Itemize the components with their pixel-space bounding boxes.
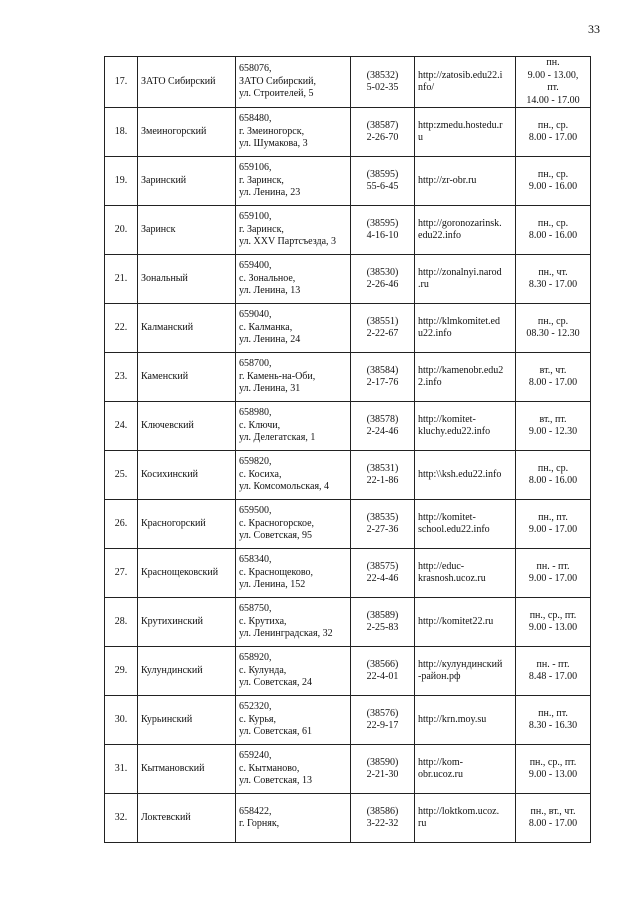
address-line: 659240, [239, 750, 272, 762]
phone-line: (38530) [366, 266, 399, 278]
table-row [105, 745, 591, 794]
office-hours-line: 8.00 - 17.00 [528, 818, 578, 829]
row-number: 19. [105, 157, 138, 206]
phone-line: 2-24-46 [366, 426, 399, 437]
office-hours-line: 8.00 - 16.00 [528, 475, 578, 486]
row-number: 29. [105, 647, 138, 696]
website [415, 157, 516, 206]
address-line: 658920, [239, 652, 272, 664]
district-name: Зональный [138, 255, 236, 304]
table-row [105, 206, 591, 255]
address-line: 652320, [239, 701, 272, 713]
row-number: 23. [105, 353, 138, 402]
website-line: krasnosh.ucoz.ru [418, 573, 486, 584]
phone-line: (38566) [366, 658, 399, 670]
page-number: 33 [588, 22, 600, 36]
table-row [105, 57, 591, 108]
website-line: school.edu22.info [418, 524, 490, 535]
office-hours-line: 14.00 - 17.00 [526, 94, 580, 106]
address [236, 304, 351, 353]
website-line: kluchy.edu22.info [418, 426, 491, 437]
phone-line: (38589) [366, 609, 399, 621]
phone [351, 549, 415, 598]
address-line: ул. XXV Партсъезда, 3 [239, 236, 337, 248]
table-row [105, 157, 591, 206]
office-hours [516, 304, 591, 353]
phone-line: (38586) [366, 805, 399, 817]
phone-line: (38576) [366, 707, 399, 719]
website-line: http://krn.moy.su [418, 713, 487, 725]
phone-line: 2-25-83 [366, 622, 399, 633]
website-line: .ru [418, 279, 429, 290]
phone-line: (38575) [366, 560, 399, 572]
address-line: ЗАТО Сибирский, [239, 75, 317, 87]
office-hours-line: пн., пт. [538, 707, 568, 719]
address-line: 659100, [239, 211, 272, 223]
phone-line: 55-6-45 [366, 181, 399, 192]
website-line: nfo/ [418, 82, 435, 93]
address [236, 57, 351, 108]
address [236, 402, 351, 451]
office-hours-line: пн., пт. [538, 511, 568, 523]
row-number: 27. [105, 549, 138, 598]
office-hours-line: 8.00 - 16.00 [528, 230, 578, 241]
district-name: Заринск [138, 206, 236, 255]
address [236, 353, 351, 402]
address [236, 647, 351, 696]
address-line: г. Змеиногорск, [239, 125, 305, 137]
phone-line: 22-1-86 [366, 475, 399, 486]
office-hours [516, 402, 591, 451]
table-row [105, 696, 591, 745]
address-line: ул. Советская, 13 [239, 775, 312, 787]
phone [351, 255, 415, 304]
website-line: -район.рф [418, 671, 461, 682]
row-number: 21. [105, 255, 138, 304]
phone-line: (38578) [366, 413, 399, 425]
office-hours-line: пн., чт. [538, 266, 568, 278]
office-hours [516, 57, 591, 108]
address-line: с. Кытманово, [239, 762, 300, 774]
website [415, 255, 516, 304]
website [415, 57, 516, 108]
row-number: 25. [105, 451, 138, 500]
address [236, 500, 351, 549]
row-number: 32. [105, 794, 138, 843]
website-line: http://zatosib.edu22.i [418, 69, 503, 81]
office-hours-line: пн., ср. [537, 168, 569, 180]
website-line: http:zmedu.hostedu.r [418, 119, 503, 131]
district-name: Каменский [138, 353, 236, 402]
phone [351, 108, 415, 157]
address-line: ул. Делегатская, 1 [239, 432, 316, 444]
phone-line: (38551) [366, 315, 399, 327]
address-line: 659106, [239, 162, 272, 174]
office-hours-line: пн., ср. [537, 462, 569, 474]
phone [351, 157, 415, 206]
phone-line: 2-26-46 [366, 279, 399, 290]
district-name: Кулундинский [138, 647, 236, 696]
phone-line: 2-26-70 [366, 132, 399, 143]
address-line: с. Красногорское, [239, 517, 315, 529]
address-line: 658750, [239, 603, 272, 615]
phone [351, 402, 415, 451]
office-hours-line: 8.48 - 17.00 [528, 671, 578, 682]
office-hours-line: пн., ср. [537, 315, 569, 327]
phone-line: 5-02-35 [366, 82, 399, 93]
address-line: г. Горняк, [239, 818, 280, 829]
website-line: http://komitet22.ru [418, 615, 494, 627]
phone-line: 2-22-67 [366, 328, 399, 339]
office-hours-line: пн., ср., пт. [529, 756, 577, 768]
address-line: 659400, [239, 260, 272, 272]
office-hours-line: пт. [547, 82, 559, 93]
office-hours-line: 9.00 - 17.00 [528, 524, 578, 535]
phone-line: (38584) [366, 364, 399, 376]
website-line: http://klmkomitet.ed [418, 315, 500, 327]
district-name: Крутихинский [138, 598, 236, 647]
row-number: 26. [105, 500, 138, 549]
row-number: 30. [105, 696, 138, 745]
address-line: ул. Строителей, 5 [239, 88, 314, 100]
website [415, 206, 516, 255]
office-hours-line: 8.00 - 17.00 [528, 377, 578, 388]
district-name: Кытмановский [138, 745, 236, 794]
district-name: Калманский [138, 304, 236, 353]
address [236, 157, 351, 206]
address-line: с. Кулунда, [239, 664, 287, 676]
website-line: 2.info [418, 377, 442, 388]
address [236, 451, 351, 500]
website [415, 500, 516, 549]
office-hours [516, 451, 591, 500]
office-hours-line: 08.30 - 12.30 [526, 328, 580, 339]
address-line: с. Курья, [239, 713, 277, 725]
address-line: с. Калманка, [239, 321, 293, 333]
phone [351, 647, 415, 696]
address [236, 745, 351, 794]
district-name: Красногорский [138, 500, 236, 549]
address-line: ул. Комсомольская, 4 [239, 481, 330, 493]
address-line: г. Камень-на-Оби, [239, 370, 316, 382]
phone-line: 2-17-76 [366, 377, 399, 388]
office-hours [516, 353, 591, 402]
address-line: ул. Ленина, 152 [239, 579, 306, 591]
website [415, 108, 516, 157]
phone [351, 696, 415, 745]
phone-line: 2-27-36 [366, 524, 399, 535]
phone [351, 451, 415, 500]
phone-line: 22-9-17 [366, 720, 399, 731]
office-hours-line: 9.00 - 13.00 [528, 769, 578, 780]
website [415, 647, 516, 696]
office-hours [516, 157, 591, 206]
office-hours [516, 647, 591, 696]
row-number: 18. [105, 108, 138, 157]
row-number: 17. [105, 57, 138, 108]
office-hours-line: 9.00 - 13.00, [527, 69, 579, 81]
table-row [105, 451, 591, 500]
district-name: Заринский [138, 157, 236, 206]
office-hours-line: пн. - пт. [536, 560, 570, 572]
table-row [105, 353, 591, 402]
office-hours-line: 9.00 - 12.30 [528, 426, 578, 437]
table-body [105, 57, 591, 843]
website-line: http://loktkom.ucoz. [418, 805, 500, 817]
office-hours [516, 108, 591, 157]
address-line: г. Заринск, [239, 174, 284, 186]
address-line: 658980, [239, 407, 272, 419]
phone-line: (38590) [366, 756, 399, 768]
website-line: http://zonalnyi.narod [418, 266, 502, 278]
address-line: с. Крутиха, [239, 615, 287, 627]
address [236, 206, 351, 255]
district-name: Змеиногорский [138, 108, 236, 157]
row-number: 22. [105, 304, 138, 353]
phone-line: 4-16-10 [366, 230, 399, 241]
address-line: 658340, [239, 554, 272, 566]
office-hours-line: пн. - пт. [536, 658, 570, 670]
website-line: http:\\ksh.edu22.info [418, 468, 502, 480]
website-line: http://komitet- [418, 413, 476, 425]
office-hours-line: пн. [546, 57, 560, 68]
website-line: http://goronozarinsk. [418, 217, 502, 229]
phone [351, 206, 415, 255]
office-hours-line: 9.00 - 17.00 [528, 573, 578, 584]
phone [351, 57, 415, 108]
address [236, 696, 351, 745]
website-line: http://zr-obr.ru [418, 174, 477, 186]
district-name: Курьинский [138, 696, 236, 745]
district-name: Ключевский [138, 402, 236, 451]
address-line: с. Косиха, [239, 468, 282, 480]
row-number: 20. [105, 206, 138, 255]
office-hours [516, 549, 591, 598]
website [415, 353, 516, 402]
address-line: ул. Ленина, 31 [239, 383, 301, 395]
phone [351, 353, 415, 402]
table-row [105, 255, 591, 304]
office-hours [516, 500, 591, 549]
row-number: 24. [105, 402, 138, 451]
website-line: http://educ- [418, 560, 465, 572]
phone-line: 22-4-46 [366, 573, 399, 584]
website [415, 745, 516, 794]
district-name: Локтевский [138, 794, 236, 843]
address-line: ул. Советская, 61 [239, 726, 312, 738]
row-number: 28. [105, 598, 138, 647]
phone [351, 794, 415, 843]
address [236, 549, 351, 598]
district-name: ЗАТО Сибирский [138, 57, 236, 108]
website [415, 451, 516, 500]
table-row [105, 647, 591, 696]
education-departments-table [104, 56, 591, 843]
phone [351, 745, 415, 794]
address-line: 658700, [239, 358, 272, 370]
address-line: 659500, [239, 505, 272, 517]
office-hours [516, 206, 591, 255]
office-hours [516, 794, 591, 843]
website [415, 794, 516, 843]
website [415, 402, 516, 451]
row-number: 31. [105, 745, 138, 794]
website-line: obr.ucoz.ru [418, 769, 463, 780]
table-row [105, 549, 591, 598]
address [236, 598, 351, 647]
phone [351, 598, 415, 647]
office-hours [516, 255, 591, 304]
website-line: ru [418, 818, 427, 829]
website [415, 598, 516, 647]
office-hours [516, 745, 591, 794]
address [236, 108, 351, 157]
website-line: http://komitet- [418, 511, 476, 523]
website-line: http://kamenobr.edu2 [418, 364, 504, 376]
address-line: с. Ключи, [239, 419, 281, 431]
address-line: с. Зональное, [239, 272, 296, 284]
address-line: г. Заринск, [239, 223, 284, 235]
office-hours-line: 8.00 - 17.00 [528, 132, 578, 143]
address-line: 659040, [239, 309, 272, 321]
website-line: http://кулундинский [418, 658, 503, 670]
office-hours-line: пн., ср. [537, 119, 569, 131]
address [236, 794, 351, 843]
office-hours [516, 598, 591, 647]
address [236, 255, 351, 304]
phone-line: (38587) [366, 119, 399, 131]
office-hours [516, 696, 591, 745]
phone-line: (38531) [366, 462, 399, 474]
table-row [105, 402, 591, 451]
address-line: ул. Ленина, 24 [239, 334, 301, 346]
address-line: 658480, [239, 113, 272, 125]
table-row [105, 304, 591, 353]
office-hours-line: вт., чт. [539, 364, 567, 376]
phone [351, 304, 415, 353]
phone [351, 500, 415, 549]
office-hours-line: 9.00 - 13.00 [528, 622, 578, 633]
address-line: ул. Ленинградская, 32 [239, 628, 333, 640]
address-line: 658422, [239, 805, 272, 817]
office-hours-line: 8.30 - 16.30 [528, 720, 578, 731]
district-name: Косихинский [138, 451, 236, 500]
table-row [105, 794, 591, 843]
phone-line: (38532) [366, 69, 399, 81]
table-row [105, 500, 591, 549]
address-line: ул. Советская, 95 [239, 530, 312, 542]
table-row [105, 108, 591, 157]
phone-line: 22-4-01 [366, 671, 399, 682]
office-hours-line: пн., ср., пт. [529, 609, 577, 621]
address-line: 659820, [239, 456, 272, 468]
phone-line: (38535) [366, 511, 399, 523]
phone-line: (38595) [366, 217, 399, 229]
district-name: Краснощековский [138, 549, 236, 598]
website-line: edu22.info [418, 230, 462, 241]
phone-line: 3-22-32 [366, 818, 399, 829]
phone-line: 2-21-30 [366, 769, 399, 780]
address-line: 658076, [239, 63, 272, 75]
website [415, 696, 516, 745]
website [415, 304, 516, 353]
office-hours-line: 8.30 - 17.00 [528, 279, 578, 290]
address-line: ул. Ленина, 13 [239, 285, 301, 297]
website-line: u [418, 132, 423, 143]
office-hours-line: пн., вт., чт. [530, 805, 576, 817]
address-line: ул. Ленина, 23 [239, 187, 301, 199]
office-hours-line: пн., ср. [537, 217, 569, 229]
table-row [105, 598, 591, 647]
office-hours-line: вт., пт. [539, 413, 567, 425]
office-hours-line: 9.00 - 16.00 [528, 181, 578, 192]
website-line: u22.info [418, 328, 452, 339]
address-line: ул. Советская, 24 [239, 677, 312, 689]
phone-line: (38595) [366, 168, 399, 180]
address-line: с. Краснощеково, [239, 566, 313, 578]
website-line: http://kom- [418, 756, 463, 768]
website [415, 549, 516, 598]
address-line: ул. Шумакова, 3 [239, 138, 308, 150]
